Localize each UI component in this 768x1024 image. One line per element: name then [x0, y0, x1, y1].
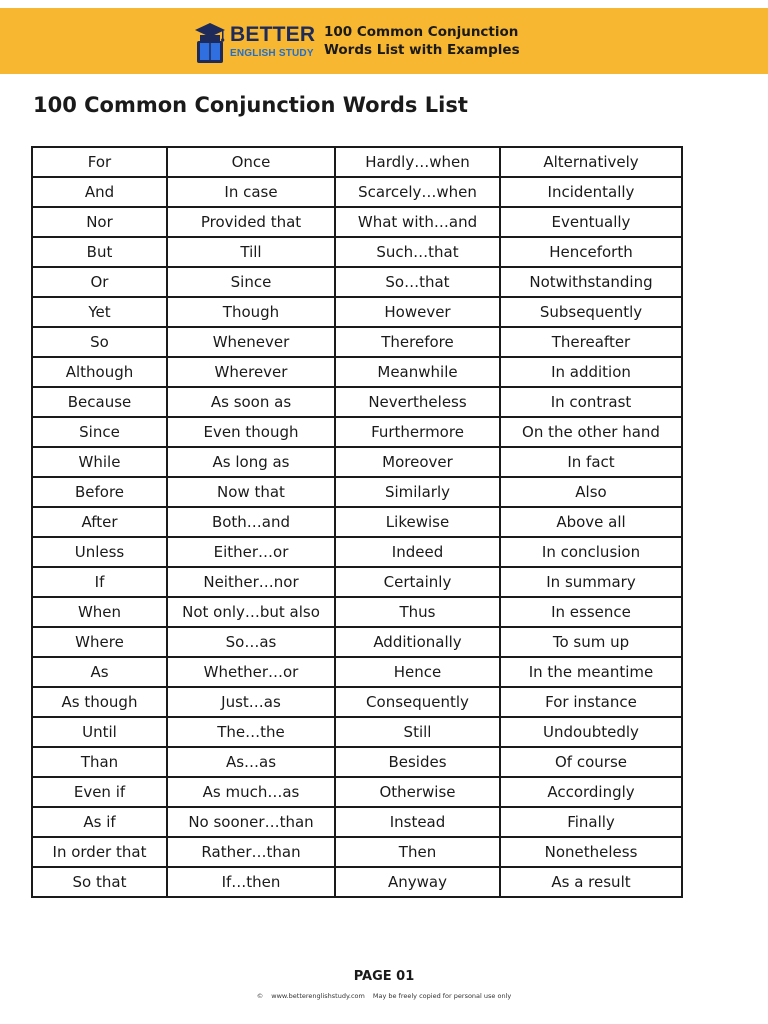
header-title-line1: 100 Common Conjunction — [324, 24, 519, 40]
table-cell: The…the — [167, 717, 335, 747]
table-row — [32, 537, 682, 567]
page-title: 100 Common Conjunction Words List — [33, 93, 468, 117]
table-cell: Hardly…when — [335, 147, 500, 177]
table-row — [32, 507, 682, 537]
table-cell: In case — [167, 177, 335, 207]
table-cell: Nonetheless — [500, 837, 682, 867]
table-cell: So that — [32, 867, 167, 897]
table-cell: Henceforth — [500, 237, 682, 267]
table-cell: Thus — [335, 597, 500, 627]
table-cell: Also — [500, 477, 682, 507]
table-cell: Because — [32, 387, 167, 417]
copyright-mark: © — [256, 992, 264, 1000]
table-row — [32, 777, 682, 807]
conjunction-table-container — [31, 146, 683, 898]
table-cell: Now that — [167, 477, 335, 507]
table-cell: As a result — [500, 867, 682, 897]
table-row — [32, 207, 682, 237]
table-cell: Both…and — [167, 507, 335, 537]
header-banner — [0, 8, 768, 74]
table-cell: Anyway — [335, 867, 500, 897]
table-cell: And — [32, 177, 167, 207]
table-cell: Not only…but also — [167, 597, 335, 627]
table-cell: So…that — [335, 267, 500, 297]
table-row — [32, 657, 682, 687]
table-cell: Rather…than — [167, 837, 335, 867]
table-cell: Subsequently — [500, 297, 682, 327]
table-cell: In contrast — [500, 387, 682, 417]
table-row — [32, 837, 682, 867]
table-cell: Eventually — [500, 207, 682, 237]
table-cell: In the meantime — [500, 657, 682, 687]
brand-logo[interactable] — [192, 21, 322, 65]
table-cell: Otherwise — [335, 777, 500, 807]
table-cell: But — [32, 237, 167, 267]
table-cell: As much…as — [167, 777, 335, 807]
table-cell: Additionally — [335, 627, 500, 657]
table-cell: Neither…nor — [167, 567, 335, 597]
table-cell: Besides — [335, 747, 500, 777]
table-cell: Provided that — [167, 207, 335, 237]
table-cell: On the other hand — [500, 417, 682, 447]
header-title-line2: Words List with Examples — [324, 42, 520, 58]
table-cell: Still — [335, 717, 500, 747]
table-cell: Scarcely…when — [335, 177, 500, 207]
table-cell: Likewise — [335, 507, 500, 537]
table-row — [32, 687, 682, 717]
table-row — [32, 177, 682, 207]
table-cell: When — [32, 597, 167, 627]
table-cell: Nor — [32, 207, 167, 237]
table-cell: Till — [167, 237, 335, 267]
table-cell: Of course — [500, 747, 682, 777]
table-cell: What with…and — [335, 207, 500, 237]
table-row — [32, 807, 682, 837]
table-cell: To sum up — [500, 627, 682, 657]
table-row — [32, 267, 682, 297]
graduation-cap-book-icon — [192, 21, 228, 65]
table-cell: Where — [32, 627, 167, 657]
table-row — [32, 327, 682, 357]
table-cell: In addition — [500, 357, 682, 387]
table-cell: In order that — [32, 837, 167, 867]
table-cell: Hence — [335, 657, 500, 687]
table-cell: Consequently — [335, 687, 500, 717]
footer-website-link[interactable]: www.betterenglishstudy.com — [271, 992, 365, 1000]
table-cell: Finally — [500, 807, 682, 837]
table-row — [32, 357, 682, 387]
table-cell: If…then — [167, 867, 335, 897]
table-cell: Since — [167, 267, 335, 297]
table-row — [32, 597, 682, 627]
table-cell: In summary — [500, 567, 682, 597]
table-row — [32, 417, 682, 447]
table-cell: In conclusion — [500, 537, 682, 567]
footer-note — [0, 992, 768, 1000]
table-cell: As — [32, 657, 167, 687]
table-cell: Or — [32, 267, 167, 297]
conjunction-table — [31, 146, 683, 898]
table-row — [32, 477, 682, 507]
table-cell: Though — [167, 297, 335, 327]
table-cell: Nevertheless — [335, 387, 500, 417]
table-cell: Certainly — [335, 567, 500, 597]
table-cell: So — [32, 327, 167, 357]
table-cell: Thereafter — [500, 327, 682, 357]
table-cell: Although — [32, 357, 167, 387]
table-cell: Just…as — [167, 687, 335, 717]
table-cell: Yet — [32, 297, 167, 327]
table-cell: As though — [32, 687, 167, 717]
table-cell: Notwithstanding — [500, 267, 682, 297]
table-cell: As…as — [167, 747, 335, 777]
table-cell: Similarly — [335, 477, 500, 507]
conjunction-table-body — [32, 147, 682, 897]
table-cell: Above all — [500, 507, 682, 537]
table-cell: Meanwhile — [335, 357, 500, 387]
table-cell: Wherever — [167, 357, 335, 387]
table-cell: Accordingly — [500, 777, 682, 807]
table-row — [32, 147, 682, 177]
brand-name: BETTER — [230, 23, 316, 46]
header-title — [324, 23, 520, 59]
table-cell: In essence — [500, 597, 682, 627]
table-cell: Once — [167, 147, 335, 177]
table-cell: Than — [32, 747, 167, 777]
table-cell: Before — [32, 477, 167, 507]
table-cell: Moreover — [335, 447, 500, 477]
table-cell: Whenever — [167, 327, 335, 357]
table-row — [32, 237, 682, 267]
table-cell: As soon as — [167, 387, 335, 417]
table-cell: Instead — [335, 807, 500, 837]
table-row — [32, 567, 682, 597]
table-cell: As long as — [167, 447, 335, 477]
table-cell: So…as — [167, 627, 335, 657]
table-cell: After — [32, 507, 167, 537]
table-cell: No sooner…than — [167, 807, 335, 837]
table-cell: Incidentally — [500, 177, 682, 207]
table-cell: For — [32, 147, 167, 177]
table-cell: Unless — [32, 537, 167, 567]
table-row — [32, 387, 682, 417]
table-cell: Such…that — [335, 237, 500, 267]
table-row — [32, 297, 682, 327]
table-cell: Furthermore — [335, 417, 500, 447]
table-cell: Since — [32, 417, 167, 447]
page-number: PAGE 01 — [353, 969, 415, 984]
table-cell: Either…or — [167, 537, 335, 567]
table-row — [32, 717, 682, 747]
table-cell: As if — [32, 807, 167, 837]
table-cell: Even if — [32, 777, 167, 807]
table-row — [32, 747, 682, 777]
footer-usage-note: May be freely copied for personal use only — [372, 992, 512, 1000]
table-row — [32, 627, 682, 657]
table-row — [32, 447, 682, 477]
table-cell: While — [32, 447, 167, 477]
table-cell: If — [32, 567, 167, 597]
table-row — [32, 867, 682, 897]
table-cell: Even though — [167, 417, 335, 447]
table-cell: Therefore — [335, 327, 500, 357]
brand-subtitle: ENGLISH STUDY — [230, 48, 314, 59]
table-cell: Undoubtedly — [500, 717, 682, 747]
table-cell: Alternatively — [500, 147, 682, 177]
table-cell: Indeed — [335, 537, 500, 567]
table-cell: However — [335, 297, 500, 327]
table-cell: Then — [335, 837, 500, 867]
table-cell: Until — [32, 717, 167, 747]
table-cell: In fact — [500, 447, 682, 477]
table-cell: For instance — [500, 687, 682, 717]
table-cell: Whether…or — [167, 657, 335, 687]
